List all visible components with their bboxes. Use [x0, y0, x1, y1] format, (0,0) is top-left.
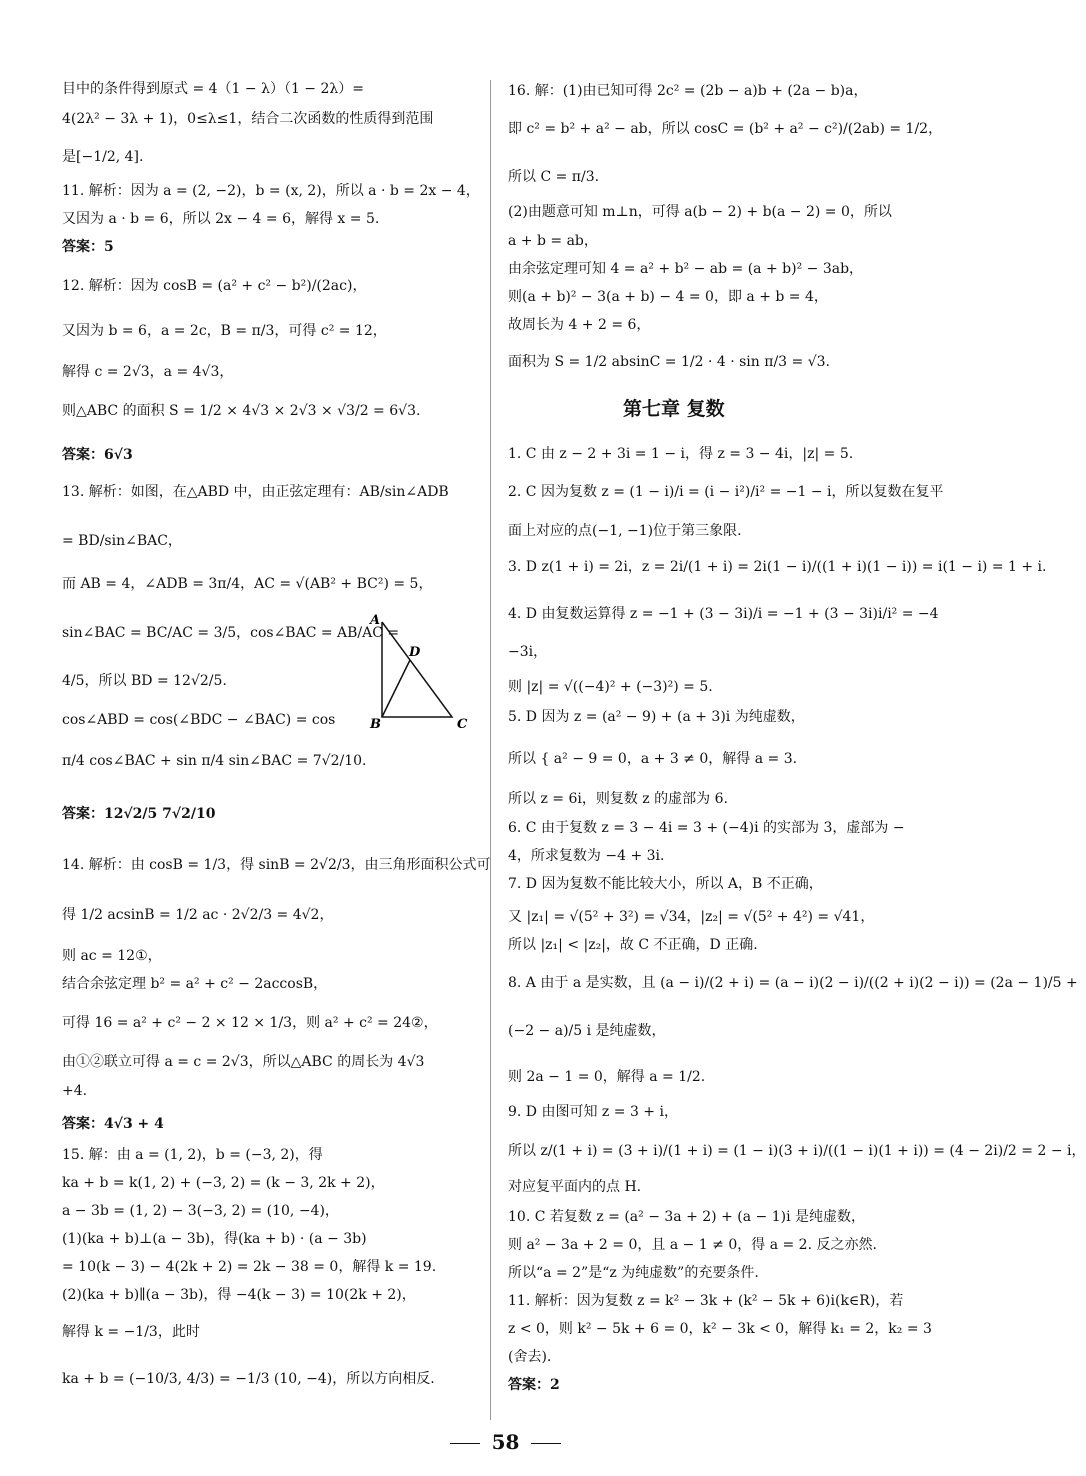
q15-line: 15. 解：由 a = (1, 2)，b = (−3, 2)，得: [62, 1147, 323, 1163]
point-label-d: D: [409, 645, 421, 660]
q16-line: 面积为 S = 1/2 absinC = 1/2 · 4 · sin π/3 = √3.: [508, 354, 830, 370]
triangle-abc: [382, 622, 452, 717]
answer-line: 4，所求复数为 −4 + 3i.: [508, 848, 665, 864]
text-line: 目中的条件得到原式 = 4（1 − λ）（1 − 2λ）=: [62, 81, 364, 97]
text-line: 是[−1/2, 4].: [62, 149, 144, 165]
answer-line: 面上对应的点(−1, −1)位于第三象限.: [508, 523, 742, 539]
answer-line: −3i，: [508, 644, 548, 660]
q15-line: (1)(ka + b)⊥(a − 3b)，得(ka + b) · (a − 3b): [62, 1231, 367, 1247]
page-number: [0, 1430, 1011, 1454]
q15-line: 解得 k = −1/3，此时: [62, 1324, 200, 1340]
q11-answer: 答案：5: [62, 239, 114, 255]
q12-line: 12. 解析：因为 cosB = (a² + c² − b²)/(2ac)，: [62, 278, 367, 294]
q12-line: 又因为 b = 6，a = 2c，B = π/3，可得 c² = 12，: [62, 323, 387, 339]
answer-line: 则 2a − 1 = 0，解得 a = 1/2.: [508, 1069, 706, 1085]
q16-line: 即 c² = b² + a² − ab，所以 cosC = (b² + a² − c²)/(2ab) = 1/2，: [508, 121, 943, 137]
segment-bd: [382, 660, 410, 717]
q16-line: 故周长为 4 + 2 = 6，: [508, 317, 651, 333]
q14-line: 结合余弦定理 b² = a² + c² − 2accosB，: [62, 976, 328, 992]
q13-line: π/4 cos∠BAC + sin π/4 sin∠BAC = 7√2/10.: [62, 753, 367, 769]
q15-line: ka + b = k(1, 2) + (−3, 2) = (k − 3, 2k + 2)，: [62, 1175, 385, 1191]
answer-line: 又 |z₁| = √(5² + 3²) = √34，|z₂| = √(5² + 4²) = √41，: [508, 909, 875, 925]
answer-line: 7. D 因为复数不能比较大小，所以 A，B 不正确，: [508, 876, 823, 892]
chapter-title: 第七章 复数: [623, 398, 725, 420]
q15-line: = 10(k − 3) − 4(2k + 2) = 2k − 38 = 0，解得 k = 19.: [62, 1259, 437, 1275]
q11-line: 11. 解析：因为 a = (2, −2)，b = (x, 2)，所以 a · b = 2x − 4，: [62, 183, 480, 199]
point-label-c: C: [457, 717, 468, 732]
page-number-dash: [531, 1443, 561, 1444]
answer-line: (舍去).: [508, 1349, 552, 1365]
answer-line: 对应复平面内的点 H.: [508, 1179, 642, 1195]
q12-answer: 答案：6√3: [62, 447, 133, 463]
q14-line: 14. 解析：由 cosB = 1/3，得 sinB = 2√2/3，由三角形面积公式可: [62, 857, 491, 873]
q15-line: ka + b = (−10/3, 4/3) = −1/3 (10, −4)，所以方向相反.: [62, 1371, 435, 1387]
q13-line: 13. 解析：如图，在△ABD 中，由正弦定理有：AB/sin∠ADB: [62, 484, 449, 500]
page-number-dash: [450, 1443, 480, 1444]
column-divider: [490, 80, 491, 1420]
point-label-b: B: [370, 717, 381, 732]
q14-line: 可得 16 = a² + c² − 2 × 12 × 1/3，则 a² + c² = 24②，: [62, 1015, 438, 1031]
text-line: 4(2λ² − 3λ + 1)，0≤λ≤1，结合二次函数的性质得到范围: [62, 111, 434, 127]
q13-line: = BD/sin∠BAC，: [62, 533, 182, 549]
answer-line: 2. C 因为复数 z = (1 − i)/i = (i − i²)/i² = −1 − i，所以复数在复平: [508, 484, 944, 500]
page-number-text: 58: [491, 1430, 520, 1454]
q14-line: 则 ac = 12①，: [62, 948, 162, 964]
answer-line: (−2 − a)/5 i 是纯虚数，: [508, 1023, 666, 1039]
q11-line: 又因为 a · b = 6，所以 2x − 4 = 6，解得 x = 5.: [62, 211, 380, 227]
q14-answer: 答案：4√3 + 4: [62, 1116, 164, 1132]
q12-line: 则△ABC 的面积 S = 1/2 × 4√3 × 2√3 × √3/2 = 6√3.: [62, 403, 421, 419]
q12-line: 解得 c = 2√3，a = 4√3，: [62, 364, 234, 380]
q16-line: 由余弦定理可知 4 = a² + b² − ab = (a + b)² − 3ab，: [508, 261, 864, 277]
answer-line: 9. D 由图可知 z = 3 + i，: [508, 1104, 678, 1120]
point-label-a: A: [370, 613, 381, 628]
q14-line: 由①②联立可得 a = c = 2√3，所以△ABC 的周长为 4√3: [62, 1054, 425, 1070]
q13-line: 而 AB = 4，∠ADB = 3π/4，AC = √(AB² + BC²) = 5，: [62, 576, 433, 592]
q13-answer: 答案：12√2/5 7√2/10: [62, 806, 216, 822]
q13-line: cos∠ABD = cos(∠BDC − ∠BAC) = cos: [62, 712, 336, 728]
answer-line: 所以 z = 6i，则复数 z 的虚部为 6.: [508, 791, 728, 807]
answer-line: 所以“a = 2”是“z 为纯虚数”的充要条件.: [508, 1265, 759, 1281]
answer-line: 3. D z(1 + i) = 2i，z = 2i/(1 + i) = 2i(1 − i)/((1 + i)(1 − i)) = i(1 − i) = 1 + i.: [508, 559, 1047, 575]
answer-line: 则 |z| = √((−4)² + (−3)²) = 5.: [508, 679, 713, 695]
answer-line: 10. C 若复数 z = (a² − 3a + 2) + (a − 1)i 是纯虚数，: [508, 1209, 866, 1225]
answer-line: 4. D 由复数运算得 z = −1 + (3 − 3i)/i = −1 + (3 − 3i)i/i² = −4: [508, 606, 939, 622]
q16-line: (2)由题意可知 m⊥n，可得 a(b − 2) + b(a − 2) = 0，所以: [508, 204, 892, 220]
q16-line: 16. 解：(1)由已知可得 2c² = (2b − a)b + (2a − b)a，: [508, 83, 868, 99]
answer-line: 8. A 由于 a 是实数，且 (a − i)/(2 + i) = (a − i)(2 − i)/((2 + i)(2 − i)) = (2a − 1)/5 +: [508, 975, 1078, 991]
q16-line: 则(a + b)² − 3(a + b) − 4 = 0，即 a + b = 4，: [508, 289, 828, 305]
q14-line: 得 1/2 acsinB = 1/2 ac · 2√2/3 = 4√2，: [62, 907, 334, 923]
triangle-figure: [367, 612, 477, 732]
q15-line: (2)(ka + b)∥(a − 3b)，得 −4(k − 3) = 10(2k + 2)，: [62, 1287, 416, 1303]
answer-line: 11. 解析：因为复数 z = k² − 3k + (k² − 5k + 6)i(k∈R)，若: [508, 1293, 904, 1309]
q13-line: 4/5，所以 BD = 12√2/5.: [62, 673, 227, 689]
q16-line: 所以 C = π/3.: [508, 169, 600, 185]
answer-line: 则 a² − 3a + 2 = 0，且 a − 1 ≠ 0，得 a = 2. 反之亦然.: [508, 1237, 877, 1253]
q14-line: +4.: [62, 1083, 88, 1099]
answer-line: 1. C 由 z − 2 + 3i = 1 − i，得 z = 3 − 4i，|z| = 5.: [508, 446, 854, 462]
answer-line: 所以 { a² − 9 = 0，a + 3 ≠ 0，解得 a = 3.: [508, 751, 798, 767]
answer-line: 5. D 因为 z = (a² − 9) + (a + 3)i 为纯虚数，: [508, 709, 805, 725]
q16-line: a + b = ab，: [508, 233, 598, 249]
q11-answer: 答案：2: [508, 1377, 560, 1393]
answer-line: 6. C 由于复数 z = 3 − 4i = 3 + (−4)i 的实部为 3，虚部为 −: [508, 820, 905, 836]
q13-line: sin∠BAC = BC/AC = 3/5，cos∠BAC = AB/AC =: [62, 625, 400, 641]
answer-line: z < 0，则 k² − 5k + 6 = 0，k² − 3k < 0，解得 k₁ = 2，k₂ = 3: [508, 1321, 932, 1337]
answer-line: 所以 z/(1 + i) = (3 + i)/(1 + i) = (1 − i)(3 + i)/((1 − i)(1 + i)) = (4 − 2i)/2 = 2 − i，: [508, 1143, 1086, 1159]
answer-line: 所以 |z₁| < |z₂|，故 C 不正确，D 正确.: [508, 937, 758, 953]
q15-line: a − 3b = (1, 2) − 3(−3, 2) = (10, −4)，: [62, 1203, 339, 1219]
